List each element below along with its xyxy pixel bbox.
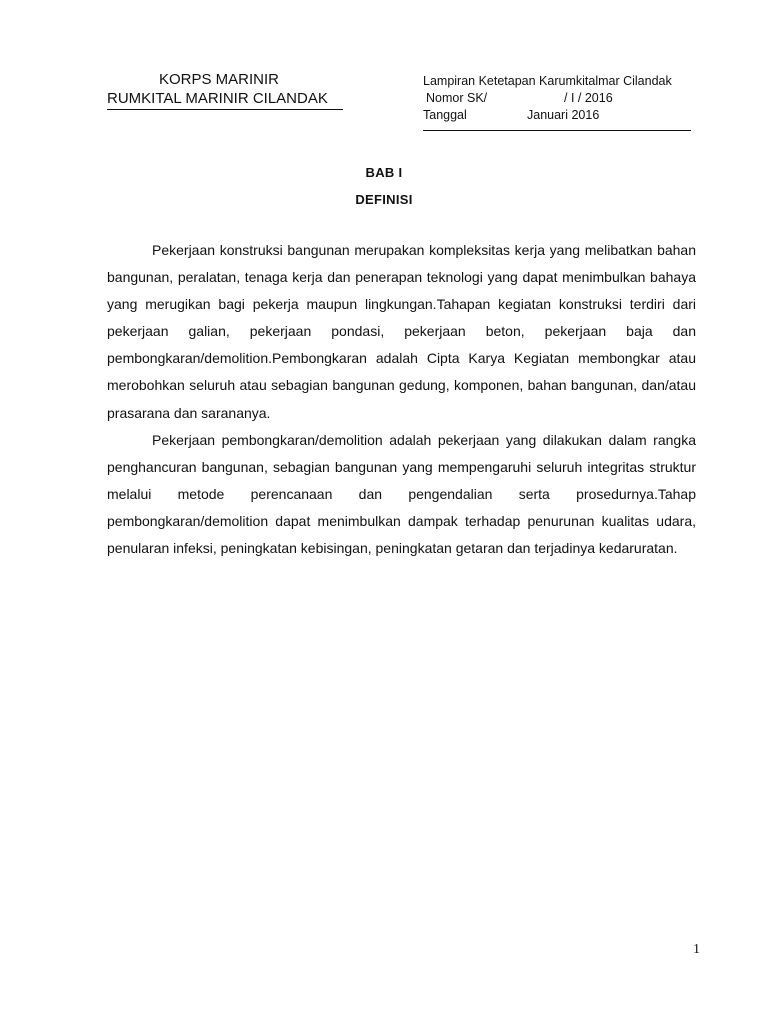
paragraph: Pekerjaan pembongkaran/demolition adalah pekerjaan yang dilakukan dalam rangka penghancuran bangunan, sebagian bangunan yang mempengaruhi seluruh integritas struktur melalui metode perencanaan dan pengendalian serta prosedurnya.Tahap pembongkaran/demolition dapat menimbulkan dampak terhadap penurunan kualitas udara, penularan infeksi, peningkatan kebisingan, peningkatan getaran dan terjadinya kedaruratan. <box>107 431 696 557</box>
date-value: Januari 2016 <box>527 108 600 122</box>
date-label: Tanggal <box>423 108 467 122</box>
page-number: 1 <box>693 942 700 957</box>
number-line <box>423 90 691 107</box>
reference-underline <box>423 130 691 131</box>
number-label: Nomor SK/ <box>426 91 488 105</box>
chapter-number: BAB I <box>365 165 403 180</box>
institution-header <box>107 70 347 110</box>
number-value: / I / 2016 <box>564 91 613 105</box>
chapter-title: DEFINISI <box>355 192 413 207</box>
attachment-line <box>423 73 691 90</box>
paragraph: Pekerjaan konstruksi bangunan merupakan kompleksitas kerja yang melibatkan bahan bangunan, peralatan, tenaga kerja dan penerapan teknologi yang dapat menimbulkan bahaya yang merugikan bagi pekerja maupun lingkungan.Tahapan kegiatan konstruksi terdiri dari pekerjaan galian, pekerjaan pondasi, pekerjaan beton, pekerjaan baja dan pembongkaran/demolition.Pembongkaran adalah Cipta Karya Kegiatan membongkar atau merobohkan seluruh atau sebagian bangunan gedung, komponen, bahan bangunan, dan/atau prasarana dan sarananya. <box>107 242 696 421</box>
date-line <box>423 107 691 124</box>
attachment-text: Lampiran Ketetapan Karumkitalmar Cilandak <box>423 74 672 88</box>
hospital-name: RUMKITAL MARINIR CILANDAK <box>107 89 343 110</box>
decree-reference <box>423 73 691 124</box>
organization-name: KORPS MARINIR <box>158 71 279 88</box>
document-body <box>107 237 696 562</box>
